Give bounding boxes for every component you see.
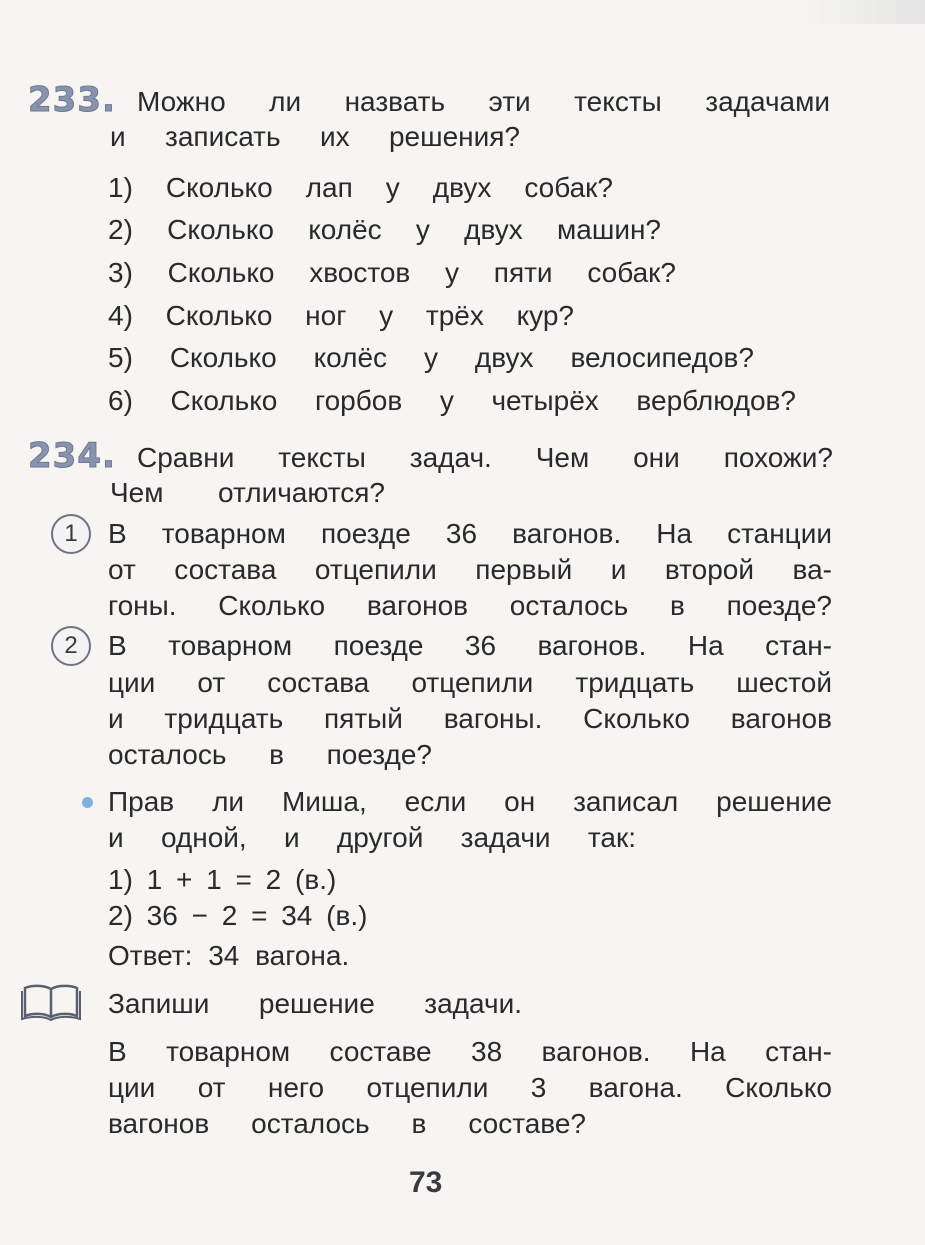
task-2-marker: 2 [51, 626, 91, 666]
task-2-line: и тридцать пятый вагоны. Сколько вагонов [108, 703, 832, 734]
exercise-233-question-cont: и записать их решения? [110, 121, 520, 152]
exercise-233-item-6: 6) Сколько горбов у четырёх верблюдов? [108, 385, 796, 416]
exercise-233-item-2: 2) Сколько колёс у двух машин? [108, 214, 661, 245]
page-number: 73 [409, 1166, 443, 1199]
exercise-234-question: Сравни тексты задач. Чем они похожи? [137, 442, 833, 473]
exercise-233-item-3: 3) Сколько хвостов у пяти собак? [108, 257, 676, 288]
task-1-line: В товарном поезде 36 вагонов. На станции [108, 518, 832, 549]
bullet-question: Прав ли Миша, если он записал решение [108, 786, 832, 817]
solution-line-2: 2) 36 − 2 = 34 (в.) [108, 900, 368, 931]
homework-title: Запиши решение задачи. [108, 988, 522, 1019]
task-1-marker: 1 [51, 514, 91, 554]
exercise-233-item-1: 1) Сколько лап у двух собак? [108, 172, 613, 203]
exercise-233-item-5: 5) Сколько колёс у двух велосипедов? [108, 342, 754, 373]
task-1-line: гоны. Сколько вагонов осталось в поезде? [108, 590, 832, 621]
task-2-line: ции от состава отцепили тридцать шестой [108, 667, 832, 698]
task-2-line: осталось в поезде? [108, 739, 432, 770]
answer-line: Ответ: 34 вагона. [108, 940, 350, 971]
open-book-icon [20, 983, 82, 1021]
bullet-question-cont: и одной, и другой задачи так: [108, 822, 636, 853]
exercise-234-number: 234. [28, 436, 116, 476]
homework-line: ции от него отцепили 3 вагона. Сколько [108, 1072, 832, 1103]
homework-line: В товарном составе 38 вагонов. На стан- [108, 1036, 832, 1067]
page-corner-shadow [805, 0, 925, 24]
task-1-line: от состава отцепили первый и второй ва- [108, 554, 832, 585]
exercise-233-item-4: 4) Сколько ног у трёх кур? [108, 300, 574, 331]
bullet-marker [82, 797, 93, 808]
exercise-233-number: 233. [28, 80, 116, 120]
solution-line-1: 1) 1 + 1 = 2 (в.) [108, 864, 337, 895]
task-2-line: В товарном поезде 36 вагонов. На стан- [108, 630, 832, 661]
exercise-234-question-cont: Чем отличаются? [110, 477, 385, 508]
homework-line: вагонов осталось в составе? [108, 1108, 586, 1139]
exercise-233-question: Можно ли назвать эти тексты задачами [137, 86, 830, 117]
